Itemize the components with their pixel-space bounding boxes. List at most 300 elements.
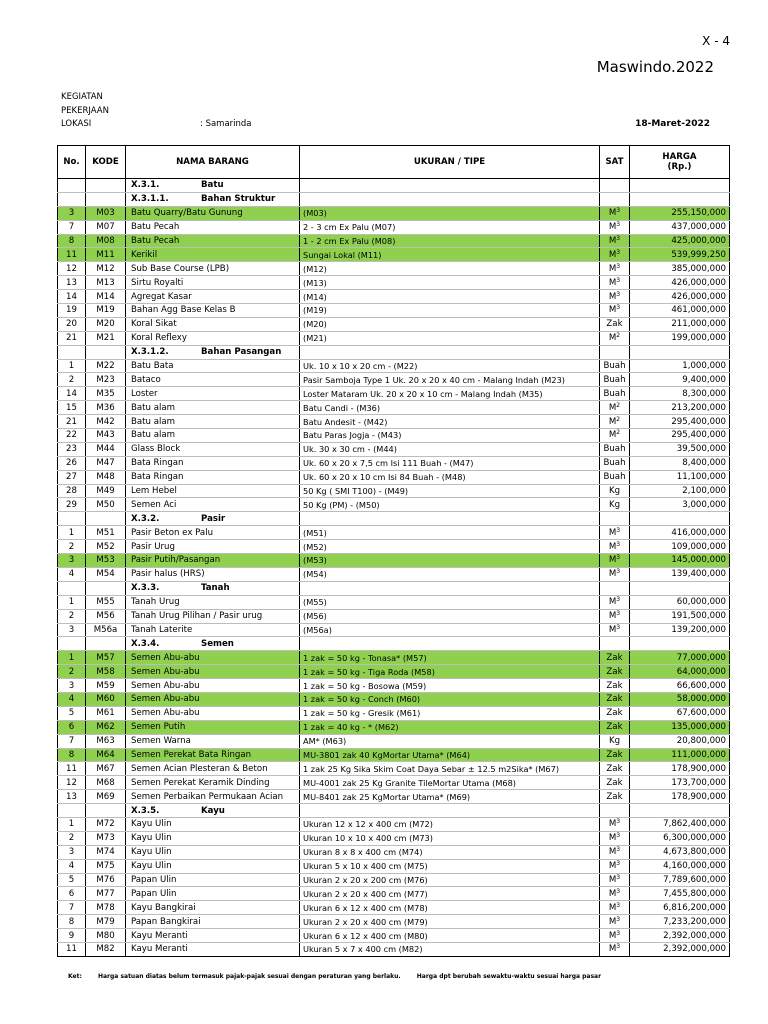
table-row bbox=[58, 817, 730, 831]
table-row bbox=[58, 206, 730, 220]
cell-ukuran: (M13) bbox=[300, 276, 600, 290]
cell-harga: 539,999,250 bbox=[630, 248, 730, 262]
cell-ukuran: 2 - 3 cm Ex Palu (M07) bbox=[300, 220, 600, 234]
cell-kode: M62 bbox=[86, 720, 126, 734]
cell-nama: Papan Ulin bbox=[126, 887, 300, 901]
unit-text: Zak bbox=[606, 763, 623, 774]
cell-nama: Kayu Ulin bbox=[126, 859, 300, 873]
cell-harga: 8,400,000 bbox=[630, 456, 730, 470]
cell-ukuran bbox=[300, 512, 600, 526]
section-heading bbox=[126, 581, 300, 595]
cell-ukuran: Ukuran 2 x 20 x 400 cm (M77) bbox=[300, 887, 600, 901]
unit-exponent: 3 bbox=[616, 929, 621, 937]
cell-harga: 39,500,000 bbox=[630, 442, 730, 456]
section-title: Bahan Pasangan bbox=[201, 347, 282, 358]
cell-no: 1 bbox=[58, 526, 86, 540]
cell-sat bbox=[600, 692, 630, 706]
cell-sat bbox=[600, 581, 630, 595]
cell-kode: M52 bbox=[86, 540, 126, 554]
cell-sat bbox=[600, 567, 630, 581]
unit-text: Zak bbox=[606, 749, 623, 760]
cell-ukuran bbox=[300, 179, 600, 193]
cell-sat bbox=[600, 304, 630, 318]
cell-sat bbox=[600, 220, 630, 234]
cell-no: 5 bbox=[58, 706, 86, 720]
cell-nama: Sirtu Royalti bbox=[126, 276, 300, 290]
cell-ukuran: Ukuran 6 x 12 x 400 cm (M78) bbox=[300, 901, 600, 915]
section-code: X.3.3. bbox=[131, 583, 160, 594]
table-row bbox=[58, 317, 730, 331]
cell-kode: M48 bbox=[86, 470, 126, 484]
cell-ukuran: Uk. 10 x 10 x 20 cm - (M22) bbox=[300, 359, 600, 373]
column-header-sat: SAT bbox=[600, 146, 630, 179]
cell-kode: M47 bbox=[86, 456, 126, 470]
cell-ukuran: (M54) bbox=[300, 567, 600, 581]
lokasi-value: : Samarinda bbox=[200, 119, 252, 129]
table-row bbox=[58, 248, 730, 262]
section-row bbox=[58, 581, 730, 595]
unit-exponent: 3 bbox=[616, 554, 621, 562]
cell-kode: M55 bbox=[86, 595, 126, 609]
cell-kode bbox=[86, 637, 126, 651]
table-row bbox=[58, 887, 730, 901]
table-row bbox=[58, 706, 730, 720]
cell-ukuran: Ukuran 6 x 12 x 400 cm (M80) bbox=[300, 929, 600, 943]
cell-kode bbox=[86, 192, 126, 206]
cell-harga bbox=[630, 179, 730, 193]
cell-ukuran: Uk. 30 x 30 cm - (M44) bbox=[300, 442, 600, 456]
cell-ukuran: Ukuran 5 x 10 x 400 cm (M75) bbox=[300, 859, 600, 873]
unit-text: Buah bbox=[603, 388, 626, 399]
unit-text: M bbox=[608, 944, 617, 955]
cell-kode bbox=[86, 179, 126, 193]
cell-kode: M72 bbox=[86, 817, 126, 831]
cell-harga: 135,000,000 bbox=[630, 720, 730, 734]
cell-sat bbox=[600, 526, 630, 540]
cell-no: 23 bbox=[58, 442, 86, 456]
cell-sat bbox=[600, 387, 630, 401]
section-row bbox=[58, 637, 730, 651]
cell-kode: M60 bbox=[86, 692, 126, 706]
cell-nama: Batu Pecah bbox=[126, 220, 300, 234]
lokasi-label: LOKASI bbox=[61, 119, 92, 129]
cell-harga: 139,400,000 bbox=[630, 567, 730, 581]
cell-kode bbox=[86, 804, 126, 818]
cell-sat bbox=[600, 498, 630, 512]
cell-nama: Tanah Urug Pilihan / Pasir urug bbox=[126, 609, 300, 623]
cell-harga: 425,000,000 bbox=[630, 234, 730, 248]
cell-harga: 20,800,000 bbox=[630, 734, 730, 748]
table-row bbox=[58, 234, 730, 248]
cell-harga: 139,200,000 bbox=[630, 623, 730, 637]
cell-sat bbox=[600, 179, 630, 193]
cell-harga: 60,000,000 bbox=[630, 595, 730, 609]
cell-no: 21 bbox=[58, 415, 86, 429]
table-row bbox=[58, 776, 730, 790]
cell-no: 11 bbox=[58, 248, 86, 262]
unit-text: M bbox=[608, 249, 617, 260]
cell-kode: M67 bbox=[86, 762, 126, 776]
unit-exponent: 2 bbox=[616, 415, 621, 423]
table-row bbox=[58, 623, 730, 637]
section-row bbox=[58, 804, 730, 818]
cell-harga bbox=[630, 345, 730, 359]
cell-nama: Kayu Meranti bbox=[126, 942, 300, 956]
cell-ukuran: Ukuran 10 x 10 x 400 cm (M73) bbox=[300, 831, 600, 845]
cell-sat bbox=[600, 901, 630, 915]
cell-sat bbox=[600, 706, 630, 720]
cell-ukuran: Pasir Samboja Type 1 Uk. 20 x 20 x 40 cm - Malang Indah (M23) bbox=[300, 373, 600, 387]
unit-text: Buah bbox=[603, 458, 626, 469]
cell-sat bbox=[600, 373, 630, 387]
cell-kode: M44 bbox=[86, 442, 126, 456]
cell-harga: 111,000,000 bbox=[630, 748, 730, 762]
cell-no: 20 bbox=[58, 317, 86, 331]
cell-no: 3 bbox=[58, 679, 86, 693]
cell-sat bbox=[600, 429, 630, 443]
column-header-kode: KODE bbox=[86, 146, 126, 179]
cell-no: 4 bbox=[58, 859, 86, 873]
cell-nama: Tanah Urug bbox=[126, 595, 300, 609]
cell-no: 1 bbox=[58, 651, 86, 665]
unit-exponent: 3 bbox=[616, 860, 621, 868]
cell-kode: M51 bbox=[86, 526, 126, 540]
cell-no: 13 bbox=[58, 790, 86, 804]
cell-ukuran: 1 zak = 40 kg - * (M62) bbox=[300, 720, 600, 734]
cell-no: 14 bbox=[58, 290, 86, 304]
cell-no: 22 bbox=[58, 429, 86, 443]
unit-exponent: 2 bbox=[616, 332, 621, 340]
table-row bbox=[58, 665, 730, 679]
cell-harga: 461,000,000 bbox=[630, 304, 730, 318]
cell-sat bbox=[600, 748, 630, 762]
table-row bbox=[58, 873, 730, 887]
unit-text: M bbox=[608, 222, 617, 233]
cell-nama: Semen Abu-abu bbox=[126, 679, 300, 693]
unit-text: Buah bbox=[603, 472, 626, 483]
table-row bbox=[58, 359, 730, 373]
cell-ukuran: (M55) bbox=[300, 595, 600, 609]
cell-ukuran: 1 zak = 50 kg - Bosowa (M59) bbox=[300, 679, 600, 693]
cell-nama: Semen Abu-abu bbox=[126, 706, 300, 720]
unit-text: Zak bbox=[606, 319, 623, 330]
unit-exponent: 3 bbox=[616, 276, 621, 284]
section-code: X.3.1.1. bbox=[131, 194, 169, 205]
unit-text: M bbox=[608, 847, 617, 858]
cell-ukuran: Ukuran 2 x 20 x 200 cm (M76) bbox=[300, 873, 600, 887]
cell-harga: 416,000,000 bbox=[630, 526, 730, 540]
cell-sat bbox=[600, 734, 630, 748]
unit-exponent: 3 bbox=[616, 610, 621, 618]
cell-kode: M63 bbox=[86, 734, 126, 748]
cell-kode: M36 bbox=[86, 401, 126, 415]
cell-sat bbox=[600, 831, 630, 845]
cell-no: 3 bbox=[58, 554, 86, 568]
cell-harga: 2,100,000 bbox=[630, 484, 730, 498]
cell-harga: 2,392,000,000 bbox=[630, 929, 730, 943]
unit-text: Kg bbox=[608, 736, 621, 747]
unit-exponent: 3 bbox=[616, 248, 621, 256]
price-table bbox=[57, 145, 730, 957]
table-row bbox=[58, 859, 730, 873]
cell-kode: M21 bbox=[86, 331, 126, 345]
table-header-row bbox=[58, 146, 730, 179]
cell-kode: M42 bbox=[86, 415, 126, 429]
unit-exponent: 2 bbox=[616, 401, 621, 409]
unit-text: M bbox=[608, 416, 617, 427]
section-heading bbox=[126, 804, 300, 818]
cell-nama: Pasir halus (HRS) bbox=[126, 567, 300, 581]
cell-no: 3 bbox=[58, 623, 86, 637]
section-title: Semen bbox=[201, 638, 234, 649]
table-body bbox=[58, 179, 730, 957]
cell-no: 4 bbox=[58, 692, 86, 706]
cell-ukuran: (M56a) bbox=[300, 623, 600, 637]
footer-note-price: Harga dpt berubah sewaktu-waktu sesuai harga pasar bbox=[416, 973, 602, 980]
cell-sat bbox=[600, 512, 630, 526]
cell-sat bbox=[600, 276, 630, 290]
cell-nama: Semen Abu-abu bbox=[126, 692, 300, 706]
unit-exponent: 3 bbox=[616, 568, 621, 576]
cell-kode: M75 bbox=[86, 859, 126, 873]
cell-nama: Koral Sikat bbox=[126, 317, 300, 331]
cell-no: 2 bbox=[58, 831, 86, 845]
cell-kode: M12 bbox=[86, 262, 126, 276]
cell-no bbox=[58, 581, 86, 595]
cell-no: 2 bbox=[58, 373, 86, 387]
cell-nama: Semen Putih bbox=[126, 720, 300, 734]
cell-nama: Kayu Bangkirai bbox=[126, 901, 300, 915]
cell-kode: M14 bbox=[86, 290, 126, 304]
cell-ukuran: 1 - 2 cm Ex Palu (M08) bbox=[300, 234, 600, 248]
cell-sat bbox=[600, 887, 630, 901]
cell-harga: 295,400,000 bbox=[630, 429, 730, 443]
cell-harga: 426,000,000 bbox=[630, 290, 730, 304]
cell-ukuran: (M51) bbox=[300, 526, 600, 540]
section-title: Batu bbox=[201, 180, 224, 191]
cell-sat bbox=[600, 484, 630, 498]
cell-sat bbox=[600, 401, 630, 415]
table-row bbox=[58, 484, 730, 498]
cell-sat bbox=[600, 192, 630, 206]
cell-nama: Batu alam bbox=[126, 415, 300, 429]
cell-harga: 437,000,000 bbox=[630, 220, 730, 234]
cell-no: 7 bbox=[58, 901, 86, 915]
cell-harga: 173,700,000 bbox=[630, 776, 730, 790]
cell-kode: M11 bbox=[86, 248, 126, 262]
cell-kode: M68 bbox=[86, 776, 126, 790]
cell-ukuran: (M53) bbox=[300, 554, 600, 568]
table-row bbox=[58, 595, 730, 609]
cell-ukuran bbox=[300, 804, 600, 818]
cell-sat bbox=[600, 859, 630, 873]
cell-nama: Lem Hebel bbox=[126, 484, 300, 498]
unit-exponent: 3 bbox=[616, 818, 621, 826]
cell-sat bbox=[600, 470, 630, 484]
section-heading bbox=[126, 192, 300, 206]
cell-nama: Semen Aci bbox=[126, 498, 300, 512]
cell-harga: 109,000,000 bbox=[630, 540, 730, 554]
cell-nama: Batu alam bbox=[126, 429, 300, 443]
cell-sat bbox=[600, 762, 630, 776]
cell-kode: M53 bbox=[86, 554, 126, 568]
cell-sat bbox=[600, 915, 630, 929]
unit-text: M bbox=[608, 527, 617, 538]
cell-sat bbox=[600, 873, 630, 887]
cell-no: 13 bbox=[58, 276, 86, 290]
unit-text: M bbox=[608, 333, 617, 344]
cell-ukuran: (M03) bbox=[300, 206, 600, 220]
table-row bbox=[58, 498, 730, 512]
cell-ukuran: MU-3801 zak 40 KgMortar Utama* (M64) bbox=[300, 748, 600, 762]
cell-no: 6 bbox=[58, 887, 86, 901]
unit-text: M bbox=[608, 861, 617, 872]
cell-kode: M50 bbox=[86, 498, 126, 512]
table-row bbox=[58, 762, 730, 776]
cell-sat bbox=[600, 804, 630, 818]
unit-text: M bbox=[608, 888, 617, 899]
unit-text: M bbox=[608, 208, 617, 219]
cell-ukuran: Sungai Lokal (M11) bbox=[300, 248, 600, 262]
table-row bbox=[58, 304, 730, 318]
cell-ukuran: (M14) bbox=[300, 290, 600, 304]
cell-ukuran: Batu Paras Jogja - (M43) bbox=[300, 429, 600, 443]
cell-ukuran bbox=[300, 581, 600, 595]
cell-harga: 7,862,400,000 bbox=[630, 817, 730, 831]
table-row bbox=[58, 942, 730, 956]
unit-text: M bbox=[608, 236, 617, 246]
unit-exponent: 3 bbox=[616, 207, 621, 215]
cell-harga: 213,200,000 bbox=[630, 401, 730, 415]
cell-ukuran: (M52) bbox=[300, 540, 600, 554]
unit-exponent: 3 bbox=[616, 915, 621, 923]
unit-text: Buah bbox=[603, 444, 626, 455]
page-number: X - 4 bbox=[702, 34, 730, 48]
cell-nama: Batu Pecah bbox=[126, 234, 300, 248]
cell-nama: Semen Perekat Keramik Dinding bbox=[126, 776, 300, 790]
cell-kode: M77 bbox=[86, 887, 126, 901]
table-row bbox=[58, 554, 730, 568]
cell-nama: Kayu Ulin bbox=[126, 845, 300, 859]
unit-text: M bbox=[608, 874, 617, 885]
cell-harga: 145,000,000 bbox=[630, 554, 730, 568]
cell-kode: M64 bbox=[86, 748, 126, 762]
column-header-harga bbox=[630, 146, 730, 179]
cell-no: 5 bbox=[58, 873, 86, 887]
cell-nama: Semen Perekat Bata Ringan bbox=[126, 748, 300, 762]
table-row bbox=[58, 373, 730, 387]
unit-exponent: 3 bbox=[616, 526, 621, 534]
cell-no: 1 bbox=[58, 595, 86, 609]
cell-harga: 6,300,000,000 bbox=[630, 831, 730, 845]
cell-harga: 3,000,000 bbox=[630, 498, 730, 512]
cell-harga: 178,900,000 bbox=[630, 762, 730, 776]
unit-text: M bbox=[608, 611, 617, 622]
cell-ukuran: 50 Kg (PM) - (M50) bbox=[300, 498, 600, 512]
section-title: Kayu bbox=[201, 805, 225, 816]
cell-sat bbox=[600, 554, 630, 568]
table-row bbox=[58, 845, 730, 859]
unit-exponent: 3 bbox=[616, 235, 621, 242]
cell-kode: M03 bbox=[86, 206, 126, 220]
cell-ukuran: (M19) bbox=[300, 304, 600, 318]
cell-kode bbox=[86, 345, 126, 359]
cell-no bbox=[58, 179, 86, 193]
footer-note-tax: Harga satuan diatas belum termasuk pajak-pajak sesuai dengan peraturan yang berlaku. bbox=[97, 973, 401, 980]
cell-no: 11 bbox=[58, 942, 86, 956]
table-row bbox=[58, 748, 730, 762]
unit-exponent: 3 bbox=[616, 901, 621, 909]
cell-ukuran: Ukuran 12 x 12 x 400 cm (M72) bbox=[300, 817, 600, 831]
unit-text: M bbox=[608, 277, 617, 288]
table-row bbox=[58, 915, 730, 929]
cell-kode: M56 bbox=[86, 609, 126, 623]
table-row bbox=[58, 929, 730, 943]
unit-exponent: 3 bbox=[616, 832, 621, 840]
cell-nama: Semen Abu-abu bbox=[126, 665, 300, 679]
cell-no: 11 bbox=[58, 762, 86, 776]
cell-sat bbox=[600, 331, 630, 345]
table-row bbox=[58, 609, 730, 623]
unit-exponent: 3 bbox=[616, 873, 621, 881]
table-row bbox=[58, 442, 730, 456]
cell-ukuran: 1 zak = 50 kg - Gresik (M61) bbox=[300, 706, 600, 720]
unit-text: M bbox=[608, 569, 617, 580]
unit-text: Zak bbox=[606, 708, 623, 719]
cell-ukuran: MU-8401 zak 25 KgMortar Utama* (M69) bbox=[300, 790, 600, 804]
unit-text: Zak bbox=[606, 694, 623, 705]
cell-ukuran: 1 zak = 50 kg - Conch (M60) bbox=[300, 692, 600, 706]
cell-sat bbox=[600, 609, 630, 623]
unit-text: M bbox=[608, 305, 617, 316]
cell-harga: 1,000,000 bbox=[630, 359, 730, 373]
section-code: X.3.4. bbox=[131, 638, 160, 649]
cell-kode: M23 bbox=[86, 373, 126, 387]
cell-sat bbox=[600, 206, 630, 220]
cell-kode: M22 bbox=[86, 359, 126, 373]
cell-harga: 211,000,000 bbox=[630, 317, 730, 331]
cell-sat bbox=[600, 317, 630, 331]
section-row bbox=[58, 179, 730, 193]
cell-harga bbox=[630, 637, 730, 651]
unit-exponent: 3 bbox=[616, 596, 621, 604]
cell-ukuran: Batu Andesit - (M42) bbox=[300, 415, 600, 429]
table-row bbox=[58, 790, 730, 804]
unit-text: M bbox=[608, 597, 617, 608]
cell-harga: 7,455,800,000 bbox=[630, 887, 730, 901]
unit-text: Zak bbox=[606, 666, 623, 677]
cell-no: 7 bbox=[58, 734, 86, 748]
unit-text: M bbox=[608, 902, 617, 913]
table-row bbox=[58, 290, 730, 304]
cell-kode bbox=[86, 581, 126, 595]
unit-text: M bbox=[608, 430, 617, 441]
unit-text: M bbox=[608, 930, 617, 941]
section-title: Pasir bbox=[201, 513, 226, 524]
cell-harga: 64,000,000 bbox=[630, 665, 730, 679]
table-row bbox=[58, 526, 730, 540]
cell-ukuran: Uk. 60 x 20 x 10 cm Isi 84 Buah - (M48) bbox=[300, 470, 600, 484]
cell-nama: Semen Perbaikan Permukaan Acian bbox=[126, 790, 300, 804]
cell-kode: M35 bbox=[86, 387, 126, 401]
unit-text: Kg bbox=[608, 499, 621, 510]
cell-harga: 255,150,000 bbox=[630, 206, 730, 220]
cell-ukuran: Ukuran 5 x 7 x 400 cm (M82) bbox=[300, 942, 600, 956]
cell-nama: Tanah Laterite bbox=[126, 623, 300, 637]
table-row bbox=[58, 651, 730, 665]
table-row bbox=[58, 387, 730, 401]
section-title: Bahan Struktur bbox=[201, 194, 276, 205]
